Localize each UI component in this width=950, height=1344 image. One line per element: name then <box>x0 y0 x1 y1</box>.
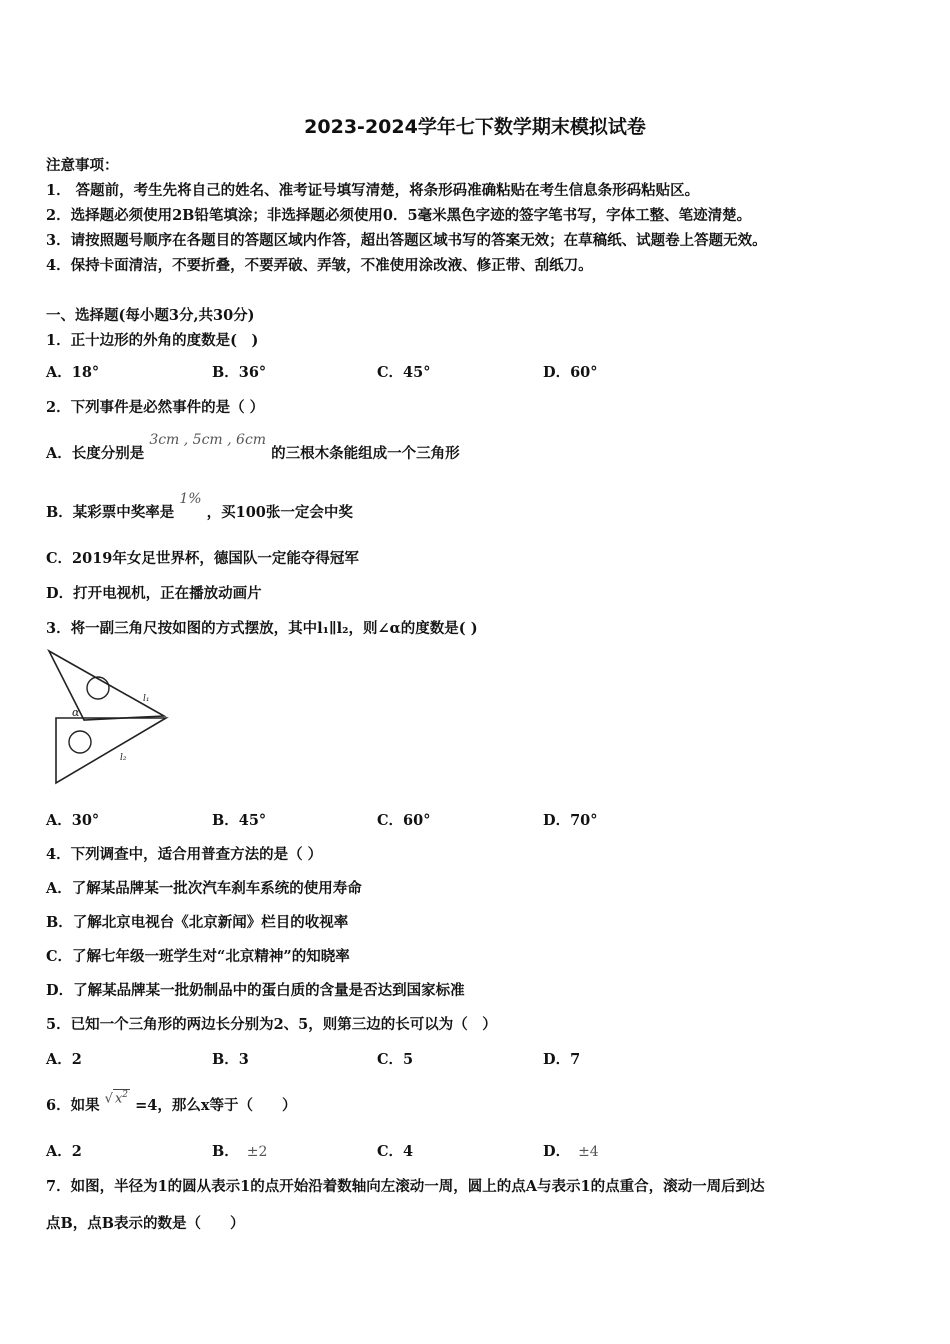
notice-heading: 注意事项： <box>46 157 119 174</box>
option-a-text: 的三根木条能组成一个三角形 <box>271 445 460 462</box>
math-expression: 3cm , 5cm , 6cm <box>149 432 267 448</box>
option-b: B．36° <box>212 364 267 381</box>
exponent: 2 <box>122 1089 129 1100</box>
option-b: B．3 <box>212 1051 249 1068</box>
option-d: D．60° <box>543 364 598 381</box>
alpha-label: α <box>72 706 80 719</box>
question-stem: 2．下列事件是必然事件的是（ ） <box>46 399 265 416</box>
question-stem: 7．如图，半径为1的圆从表示1的点开始沿着数轴向左滚动一周，圆上的点A与表示1的点重合，滚动一周后到达 <box>46 1178 765 1195</box>
option-a: A．2 <box>46 1143 82 1160</box>
option-d: D．7 <box>543 1051 581 1068</box>
option-a: A．2 <box>46 1051 82 1068</box>
l2-label: l₂ <box>120 753 127 763</box>
option-a: A．了解某品牌某一批次汽车刹车系统的使用寿命 <box>46 880 362 897</box>
notice-item: 1． 答题前，考生先将自己的姓名、准考证号填写清楚，将条形码准确粘贴在考生信息条形码粘贴区。 <box>46 182 700 199</box>
option-a <box>46 432 460 463</box>
option-c: C．2019年女足世界杯，德国队一定能夺得冠军 <box>46 550 359 567</box>
option-b: B．了解北京电视台《北京新闻》栏目的收视率 <box>46 914 349 931</box>
notice-item: 4．保持卡面清洁，不要折叠，不要弄破、弄皱，不准使用涂改液、修正带、刮纸刀。 <box>46 257 593 274</box>
question-stem-text: =4，那么x等于（ ） <box>135 1097 297 1114</box>
option-c: C．4 <box>377 1143 414 1160</box>
page-title: 2023-2024学年七下数学期末模拟试卷 <box>304 116 646 138</box>
option-d: D．70° <box>543 812 598 829</box>
section-heading: 一、选择题(每小题3分,共30分) <box>46 307 255 324</box>
question-stem: 5．已知一个三角形的两边长分别为2、5，则第三边的长可以为（ ） <box>46 1016 497 1033</box>
option-d: D．打开电视机，正在播放动画片 <box>46 585 262 602</box>
lower-hole <box>69 731 91 753</box>
question-stem-text: 6．如果 <box>46 1097 100 1114</box>
option-c: C．了解七年级一班学生对“北京精神”的知晓率 <box>46 948 350 965</box>
l1-label: l₁ <box>143 694 150 704</box>
option-c: C．5 <box>377 1051 414 1068</box>
upper-triangle <box>49 651 164 720</box>
option-d: D． ±4 <box>543 1143 599 1160</box>
math-expression: ±2 <box>246 1144 268 1160</box>
option-b <box>46 491 353 522</box>
option-b-text: B．某彩票中奖率是 <box>46 504 175 521</box>
math-expression: ±4 <box>578 1144 599 1160</box>
upper-hole <box>87 677 109 699</box>
triangle-ruler-figure <box>44 648 174 788</box>
notice-item: 2．选择题必须使用2B铅笔填涂；非选择题必须使用0．5毫米黑色字迹的签字笔书写，字体工整、笔迹清楚。 <box>46 207 752 224</box>
option-d: D．了解某品牌某一批奶制品中的蛋白质的含量是否达到国家标准 <box>46 982 465 999</box>
radicand: x <box>114 1091 123 1106</box>
notice-item: 3．请按照题号顺序在各题目的答题区域内作答，超出答题区域书写的答案无效；在草稿纸、试题卷上答题无效。 <box>46 232 767 249</box>
option-b: B． ±2 <box>212 1143 268 1160</box>
option-b-text: ，买100张一定会中奖 <box>206 504 353 521</box>
option-b: B．45° <box>212 812 267 829</box>
question-stem: 4．下列调查中，适合用普查方法的是（ ） <box>46 846 323 863</box>
question-stem <box>46 1089 297 1115</box>
question-stem-continued: 点B，点B表示的数是（ ） <box>46 1215 245 1232</box>
math-expression: 1% <box>179 491 202 507</box>
sqrt-expression: √ $x^2$ <box>104 1089 129 1106</box>
option-c: C．45° <box>377 364 431 381</box>
option-a: A．18° <box>46 364 100 381</box>
question-stem: 3．将一副三角尺按如图的方式摆放，其中l₁∥l₂，则∠α的度数是( ) <box>46 620 478 637</box>
option-a-text: A．长度分别是 <box>46 445 145 462</box>
option-c: C．60° <box>377 812 431 829</box>
option-a: A．30° <box>46 812 100 829</box>
question-stem: 1．正十边形的外角的度数是( ) <box>46 332 259 349</box>
